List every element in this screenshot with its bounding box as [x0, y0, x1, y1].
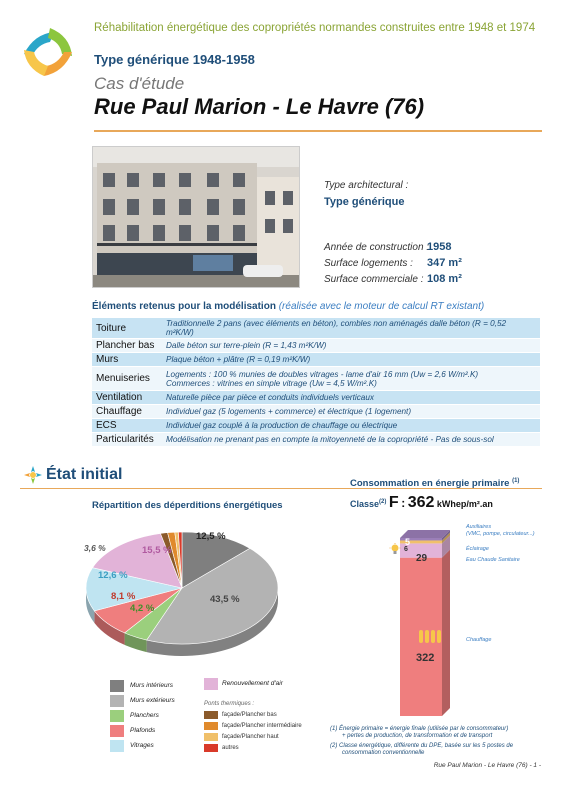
lightbulb-icon	[389, 543, 401, 555]
legend-pt2: façade/Plancher intermédiaire	[222, 723, 302, 729]
logo-icon	[20, 24, 76, 80]
classe-value: F	[388, 494, 399, 511]
classe-label: Classe	[350, 499, 380, 509]
surface-log-label: Surface logements :	[324, 258, 413, 269]
legend-plafonds: Plafonds	[130, 727, 156, 734]
type-generique-heading: Type générique 1948-1958	[94, 52, 255, 67]
row-label: Plancher bas	[92, 339, 162, 353]
row-value-line1: Logements : 100 % munies de doubles vitrages - lame d'air 16 mm (Uw = 2,6 W/m².K)	[166, 369, 479, 379]
legend-swatch	[204, 722, 218, 730]
row-value: Individuel gaz (5 logements + commerce) et électrique (1 logement)	[162, 405, 540, 419]
pie-label-plafonds: 8,1 %	[111, 591, 136, 602]
footnote-2b: consommation conventionnelle	[342, 750, 425, 756]
footnote-2a: (2) Classe énergétique, différente du DPE, basée sur les 5 postes de	[330, 743, 514, 749]
legend-swatch	[204, 744, 218, 752]
pie-label-ponts: 3,6 %	[84, 543, 106, 553]
bar-val-ecs: 29	[416, 553, 428, 564]
row-label: Menuiseries	[92, 367, 162, 391]
legend-swatch	[110, 725, 124, 737]
legend-renouvellement: Renouvellement d'air	[222, 680, 283, 687]
legend-pt1: façade/Plancher bas	[222, 712, 277, 718]
table-row	[92, 367, 540, 391]
row-value	[162, 367, 540, 391]
etat-initial-heading: État initial	[46, 466, 123, 483]
bar-val-aux: 5	[405, 537, 411, 547]
type-archi-value: Type générique	[324, 196, 405, 208]
bar-note-chauffage: Chauffage	[466, 637, 492, 643]
table-row	[92, 405, 540, 419]
legend-pt3: façade/Plancher haut	[222, 734, 279, 740]
legend-swatch	[110, 695, 124, 707]
row-label: Murs	[92, 353, 162, 367]
elements-table	[92, 318, 540, 447]
conso-title	[350, 478, 519, 489]
classe-sup: (2)	[379, 499, 387, 505]
legend-murs-ext: Murs extérieurs	[130, 697, 175, 704]
table-row	[92, 318, 540, 339]
radiator-icon	[418, 629, 444, 644]
pie-label-planchers: 4,2 %	[130, 603, 155, 614]
row-value: Traditionnelle 2 pans (avec éléments en béton), combles non aménagés dalle béton (R = 0,52 m²K/W)	[162, 318, 540, 339]
row-label: Toiture	[92, 318, 162, 339]
legend-swatch	[110, 680, 124, 692]
row-value: Naturelle pièce par pièce et conduits individuels verticaux	[162, 391, 540, 405]
legend-vitrages: Vitrages	[130, 742, 154, 749]
legend-murs-int: Murs intérieurs	[130, 682, 173, 689]
footnote-1a: (1) Énergie primaire = énergie finale (utilisée par le consommateur)	[330, 726, 509, 732]
elements-heading-note: (réalisée avec le moteur de calcul RT existant)	[278, 301, 485, 312]
conso-title-sup: (1)	[512, 478, 520, 484]
bar-note-ecs: Eau Chaude Sanitaire	[466, 557, 520, 563]
radiator-svg	[418, 629, 444, 644]
classe-colon: :	[401, 496, 406, 510]
conso-title-text: Consommation en énergie primaire	[350, 478, 510, 490]
repartition-title: Répartition des déperditions énergétiques	[92, 500, 283, 511]
pie-label-vitrages: 12,6 %	[98, 570, 128, 581]
building-photo	[92, 146, 300, 288]
page-footer: Rue Paul Marion - Le Havre (76) - 1 -	[433, 762, 541, 769]
row-value-line2: Commerces : vitrines en simple vitrage (Uw = 4,5 W/m².K)	[166, 378, 377, 388]
row-label: Chauffage	[92, 405, 162, 419]
row-value: Individuel gaz couplé à la production de chauffage ou électrique	[162, 419, 540, 433]
legend-pt4: autres	[222, 745, 239, 751]
series-subtitle: Réhabilitation énergétique des copropriétés normandes construites entre 1948 et 1974	[94, 22, 536, 34]
pie-label-murs-int: 12,5 %	[196, 531, 226, 542]
sun-icon	[24, 466, 42, 484]
bar-val-ecl: 6	[404, 546, 408, 553]
row-value: Modélisation ne prenant pas en compte la mitoyenneté de la copropriété - Pas de sous-sol	[162, 433, 540, 447]
legend-swatch	[204, 678, 218, 690]
table-row	[92, 391, 540, 405]
bar-note-aux2: (VMC, pompe, circulateur...)	[466, 531, 535, 537]
classe-line	[350, 494, 493, 512]
legend-swatch	[204, 711, 218, 719]
legend-swatch	[110, 710, 124, 722]
table-row	[92, 433, 540, 447]
row-value: Plaque béton + plâtre (R = 0,19 m²K/W)	[162, 353, 540, 367]
page-title: Rue Paul Marion - Le Havre (76)	[94, 94, 425, 119]
surface-com-value: 108 m²	[427, 273, 462, 285]
pie-label-murs-ext: 43,5 %	[210, 594, 240, 605]
surface-com-label: Surface commerciale :	[324, 274, 424, 285]
row-label: Ventilation	[92, 391, 162, 405]
annee-label: Année de construction :	[324, 242, 430, 253]
table-row	[92, 353, 540, 367]
annee-value: 1958	[427, 241, 452, 253]
legend-swatch	[110, 740, 124, 752]
building-illustration	[93, 147, 300, 288]
bar-note-aux: Auxiliaires	[466, 524, 492, 530]
cas-etude-heading: Cas d'étude	[94, 74, 185, 93]
row-label: ECS	[92, 419, 162, 433]
elements-heading	[92, 301, 484, 312]
header-divider	[94, 130, 542, 132]
row-value: Dalle béton sur terre-plein (R = 1,43 m²K/W)	[162, 339, 540, 353]
table-row	[92, 339, 540, 353]
legend-ponts-title: Ponts thermiques :	[204, 701, 255, 707]
bar-val-ch: 322	[416, 652, 435, 664]
surface-log-value: 347 m²	[427, 257, 462, 269]
elements-heading-title: Éléments retenus pour la modélisation	[92, 301, 276, 312]
conso-value: 362	[407, 494, 435, 511]
pie-label-renouvellement: 15,5 %	[142, 545, 172, 556]
bar-note-eclairage: Éclairage	[466, 546, 489, 552]
pie-slices-layer	[86, 532, 278, 644]
type-archi-label: Type architectural :	[324, 180, 409, 191]
footnote-1b: + pertes de production, de transformation et de transport	[342, 733, 493, 739]
legend-swatch	[204, 733, 218, 741]
conso-unit: kWhep/m².an	[436, 499, 493, 509]
legend-planchers: Planchers	[130, 712, 159, 719]
table-row	[92, 419, 540, 433]
row-label: Particularités	[92, 433, 162, 447]
